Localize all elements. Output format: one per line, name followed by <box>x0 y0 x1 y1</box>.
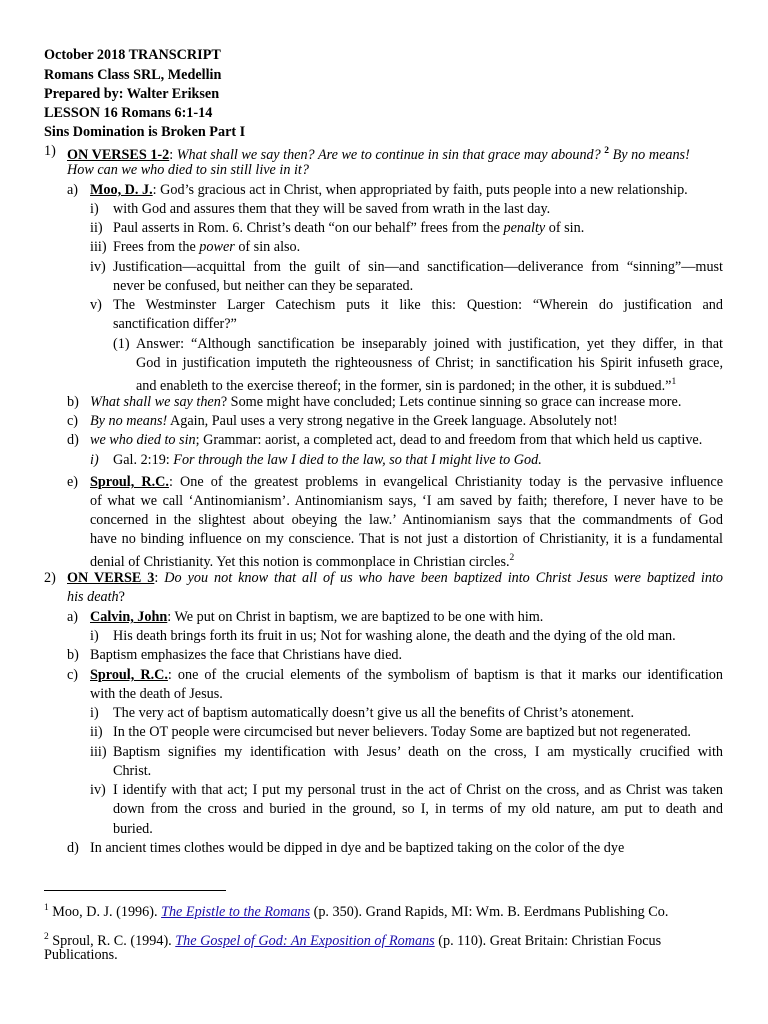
item-marker: d) <box>67 840 79 856</box>
sproul-quote-line: have no binding influence on my conscience. That is not just a distortion of Christianity, it is a fundamental <box>90 531 723 547</box>
list-item-text: What shall we say then? Some might have concluded; Lets continue sinning so grace can increase more. <box>90 394 682 410</box>
sub-marker: i) <box>90 201 99 217</box>
sproul-quote: Sproul, R.C.: One of the greatest problems in evangelical Christianity today is the pervasive influence <box>90 474 723 490</box>
list-item-text: In the OT people were circumcised but never believers. Today Some are baptized but not regenerated. <box>113 724 691 740</box>
sub-marker: i) <box>90 452 99 468</box>
sub-sub-marker: (1) <box>113 336 130 352</box>
section-2-heading: ON VERSE 3 <box>67 570 155 586</box>
sproul-quote-line: denial of Christianity. Yet this notion is commonplace in Christian circles.$^2$ <box>90 553 515 570</box>
footnote-separator <box>44 890 226 891</box>
verse-quote: What shall we say then? Are we to continue in sin that grace may abound? <box>176 147 601 163</box>
sub-marker: iv) <box>90 259 106 275</box>
author-name: Moo, D. J. <box>90 182 153 198</box>
section-1-heading-line: ON VERSES 1-2: What shall we say then? Are we to continue in sin that grace may abound? $^2$ By no means! <box>67 146 690 163</box>
sproul-quote-line: of what we call ‘Antinomianism’. Antinomianism says, ‘I am saved by faith; therefore, I never have to be <box>90 493 723 509</box>
item-marker: a) <box>67 609 79 625</box>
moo-quote: Moo, D. J.: God’s gracious act in Christ, when appropriated by faith, puts people into a new relationship. <box>90 182 688 198</box>
author-name: Sproul, R.C. <box>90 667 168 683</box>
list-item-text: By no means! Again, Paul uses a very strong negative in the Greek language. Absolutely not! <box>90 413 618 429</box>
footnote-2-cont: Publications. <box>44 947 118 963</box>
item-marker: b) <box>67 394 79 410</box>
list-item-text: Justification—acquittal from the guilt of sin—and sanctification—deliverance from “sinning”—must <box>113 259 723 275</box>
sub-marker: ii) <box>90 220 103 236</box>
footnote-ref: 2 <box>509 553 515 563</box>
sproul-quote-line: with the death of Jesus. <box>90 686 223 702</box>
verse-quote-cont: his death? <box>67 589 125 605</box>
list-item-text: The Westminster Larger Catechism puts it like this: Question: “Wherein do justification and <box>113 297 723 313</box>
catechism-answer: Answer: “Although sanctification be inseparably joined with justification, yet they differ, in that <box>136 336 723 352</box>
sub-marker: iii) <box>90 744 107 760</box>
list-item-text: Christ. <box>113 763 152 779</box>
section-2-number: 2) <box>44 570 56 586</box>
item-marker: b) <box>67 647 79 663</box>
header-subtitle: Sins Domination is Broken Part I <box>44 124 246 140</box>
footnote-1-link[interactable]: The Epistle to the Romans <box>161 904 311 920</box>
galatians-quote: Gal. 2:19: For through the law I died to the law, so that I might live to God. <box>113 452 542 468</box>
list-item-text: never be confused, but neither can they be separated. <box>113 278 414 294</box>
catechism-answer: God in justification imputeth the righteousness of Christ; in sanctification his Spirit infuseth grace, <box>136 355 723 371</box>
sub-marker: iv) <box>90 782 106 798</box>
list-item-text: His death brings forth its fruit in us; Not for washing alone, the death and the dying of the old man. <box>113 628 676 644</box>
item-marker: c) <box>67 413 79 429</box>
list-item-text: I identify with that act; I put my personal trust in the act of Christ on the cross, and as Christ was taken <box>113 782 723 798</box>
item-marker: e) <box>67 474 79 490</box>
item-marker: a) <box>67 182 79 198</box>
author-name: Sproul, R.C. <box>90 474 169 490</box>
header-date: October 2018 TRANSCRIPT <box>44 47 221 63</box>
list-item-text: sanctification differ?” <box>113 316 237 332</box>
sub-marker: v) <box>90 297 102 313</box>
sub-marker: i) <box>90 628 99 644</box>
footnote-2: $^2$ Sproul, R. C. (1994). The Gospel of God: An Exposition of Romans (p. 110). Great Britain: Christian Focus <box>44 932 662 949</box>
header-class: Romans Class SRL, Medellin <box>44 67 222 83</box>
sub-marker: ii) <box>90 724 103 740</box>
section-1-number: 1) <box>44 143 56 159</box>
item-marker: d) <box>67 432 79 448</box>
catechism-answer: and enableth to the exercise thereof; in the former, sin is pardoned; in the other, it is subdued.”$^1$ <box>136 377 677 394</box>
footnote-2-link[interactable]: The Gospel of God: An Exposition of Romans <box>175 933 435 949</box>
sub-marker: iii) <box>90 239 107 255</box>
section-2-heading-line: ON VERSE 3: Do you not know that all of us who have been baptized into Christ Jesus were baptized into <box>67 570 723 586</box>
list-item-text: Paul asserts in Rom. 6. Christ’s death “on our behalf” frees from the penalty of sin. <box>113 220 585 236</box>
list-item-text: buried. <box>113 821 153 837</box>
footnote-ref: 1 <box>671 377 677 387</box>
list-item-text: In ancient times clothes would be dipped in dye and be baptized taking on the color of the dye <box>90 840 625 856</box>
sproul-quote-line: concerned in the slightest about obeying the law.’ Antinomianism says that the commandments of God <box>90 512 723 528</box>
list-item-text: Baptism emphasizes the face that Christians have died. <box>90 647 403 663</box>
sub-marker: i) <box>90 705 99 721</box>
header-author: Prepared by: Walter Eriksen <box>44 86 220 102</box>
verse-number: 2 <box>604 146 610 156</box>
list-item-text: The very act of baptism automatically doesn’t give us all the benefits of Christ’s atonement. <box>113 705 634 721</box>
list-item-text: Baptism signifies my identification with Jesus’ death on the cross, I am mystically crucified with <box>113 744 723 760</box>
header-lesson: LESSON 16 Romans 6:1-14 <box>44 105 213 121</box>
item-marker: c) <box>67 667 79 683</box>
list-item-text: with God and assures them that they will be saved from wrath in the last day. <box>113 201 551 217</box>
verse-quote: Do you not know that all of us who have been baptized into Christ Jesus were baptized into <box>164 570 723 586</box>
calvin-quote: Calvin, John: We put on Christ in baptism, we are baptized to be one with him. <box>90 609 544 625</box>
author-name: Calvin, John <box>90 609 168 625</box>
list-item-text: we who died to sin; Grammar: aorist, a completed act, dead to and freedom from that which held us captive. <box>90 432 703 448</box>
list-item-text: down from the cross and buried in the ground, so I, in terms of my old nature, am put to death and <box>113 801 723 817</box>
list-item-text: Frees from the power of sin also. <box>113 239 301 255</box>
section-1-heading: ON VERSES 1-2 <box>67 147 170 163</box>
verse-quote-cont: How can we who died to sin still live in it? <box>67 162 309 178</box>
sproul-quote: Sproul, R.C.: one of the crucial elements of the symbolism of baptism is that it marks our identification <box>90 667 723 683</box>
footnote-1: $^1$ Moo, D. J. (1996). The Epistle to the Romans (p. 350). Grand Rapids, MI: Wm. B. Eerdmans Publishing Co. <box>44 903 669 920</box>
